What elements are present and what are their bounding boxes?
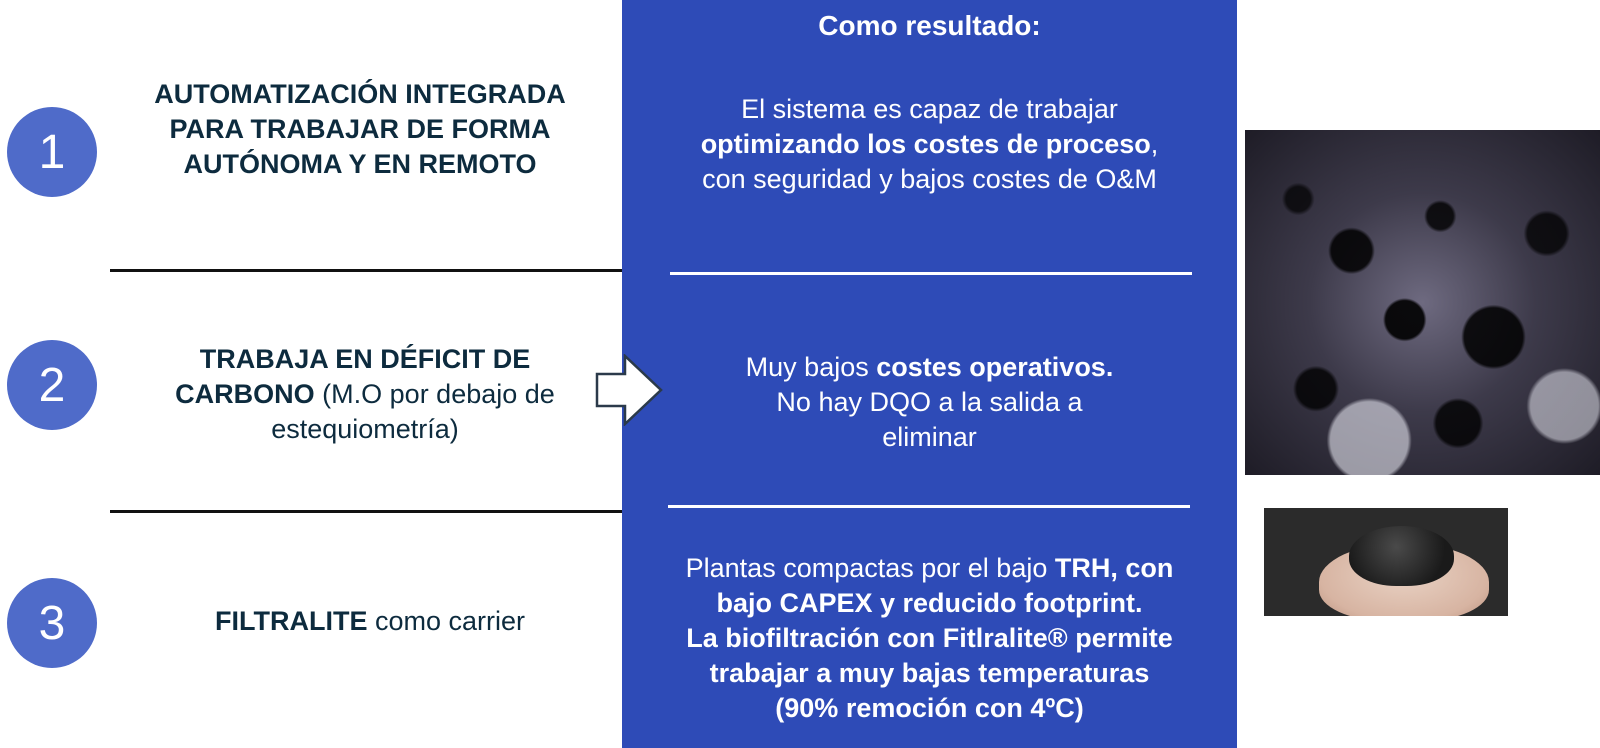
number-2-label: 2	[38, 358, 66, 412]
result-2-line1	[622, 350, 1237, 385]
panel-divider-1	[670, 272, 1192, 275]
item-3-title-rest: como carrier	[367, 606, 525, 636]
panel-title: Como resultado:	[818, 10, 1041, 41]
result-3-line3	[622, 621, 1237, 656]
result-1-line3: con seguridad y bajos costes de O&M	[702, 164, 1157, 194]
number-3-label: 3	[38, 596, 66, 650]
number-badge-1	[7, 107, 97, 197]
result-1	[622, 92, 1237, 197]
result-3-line3-text: La biofiltración con Fitlralite® permite	[686, 623, 1173, 653]
result-1-line2	[622, 127, 1237, 162]
item-2-text	[160, 342, 570, 447]
arrow-right-icon	[595, 354, 665, 426]
hands-granules-photo	[1264, 508, 1508, 616]
item-3-title-bold: FILTRALITE	[215, 606, 368, 636]
result-3-line5-text: (90% remoción con 4ºC)	[775, 693, 1084, 723]
separator-1	[110, 269, 622, 272]
result-panel	[622, 0, 1237, 748]
item-2-title-bold: TRABAJA EN DÉFICIT DE CARBONO	[175, 344, 531, 409]
result-3-line4	[622, 656, 1237, 691]
result-3-line4-text: trabajar a muy bajas temperaturas	[709, 658, 1150, 688]
item-2-title-rest: (M.O por debajo de estequiometría)	[271, 379, 555, 444]
result-3-bold: TRH, con	[1054, 553, 1174, 583]
result-3-line2-text: bajo CAPEX y reducido footprint.	[716, 588, 1143, 618]
result-2-line3: eliminar	[882, 422, 977, 452]
number-1-label: 1	[38, 125, 66, 179]
number-badge-2	[7, 340, 97, 430]
result-3-line1	[622, 551, 1237, 586]
result-3-line2	[622, 586, 1237, 621]
result-1-bold: optimizando los costes de proceso	[700, 129, 1151, 159]
granules-pile	[1349, 526, 1454, 586]
result-3-pre: Plantas compactas por el bajo	[685, 553, 1055, 583]
panel-divider-2	[668, 505, 1190, 508]
result-2-bold: costes operativos.	[876, 352, 1114, 382]
result-3	[622, 551, 1237, 726]
result-2-line2: No hay DQO a la salida a	[776, 387, 1083, 417]
result-3-line5	[622, 691, 1237, 726]
result-2	[622, 350, 1237, 455]
result-2-pre: Muy bajos	[745, 352, 877, 382]
foam-rock-photo	[1245, 130, 1600, 475]
item-1-text	[120, 77, 600, 182]
result-1-comma: ,	[1150, 129, 1159, 159]
result-1-line1: El sistema es capaz de trabajar	[741, 94, 1118, 124]
number-badge-3	[7, 578, 97, 668]
item-1-title: AUTOMATIZACIÓN INTEGRADA PARA TRABAJAR DE FORMA AUTÓNOMA Y EN REMOTO	[154, 79, 566, 179]
item-3-text	[150, 604, 590, 639]
separator-2	[110, 510, 622, 513]
